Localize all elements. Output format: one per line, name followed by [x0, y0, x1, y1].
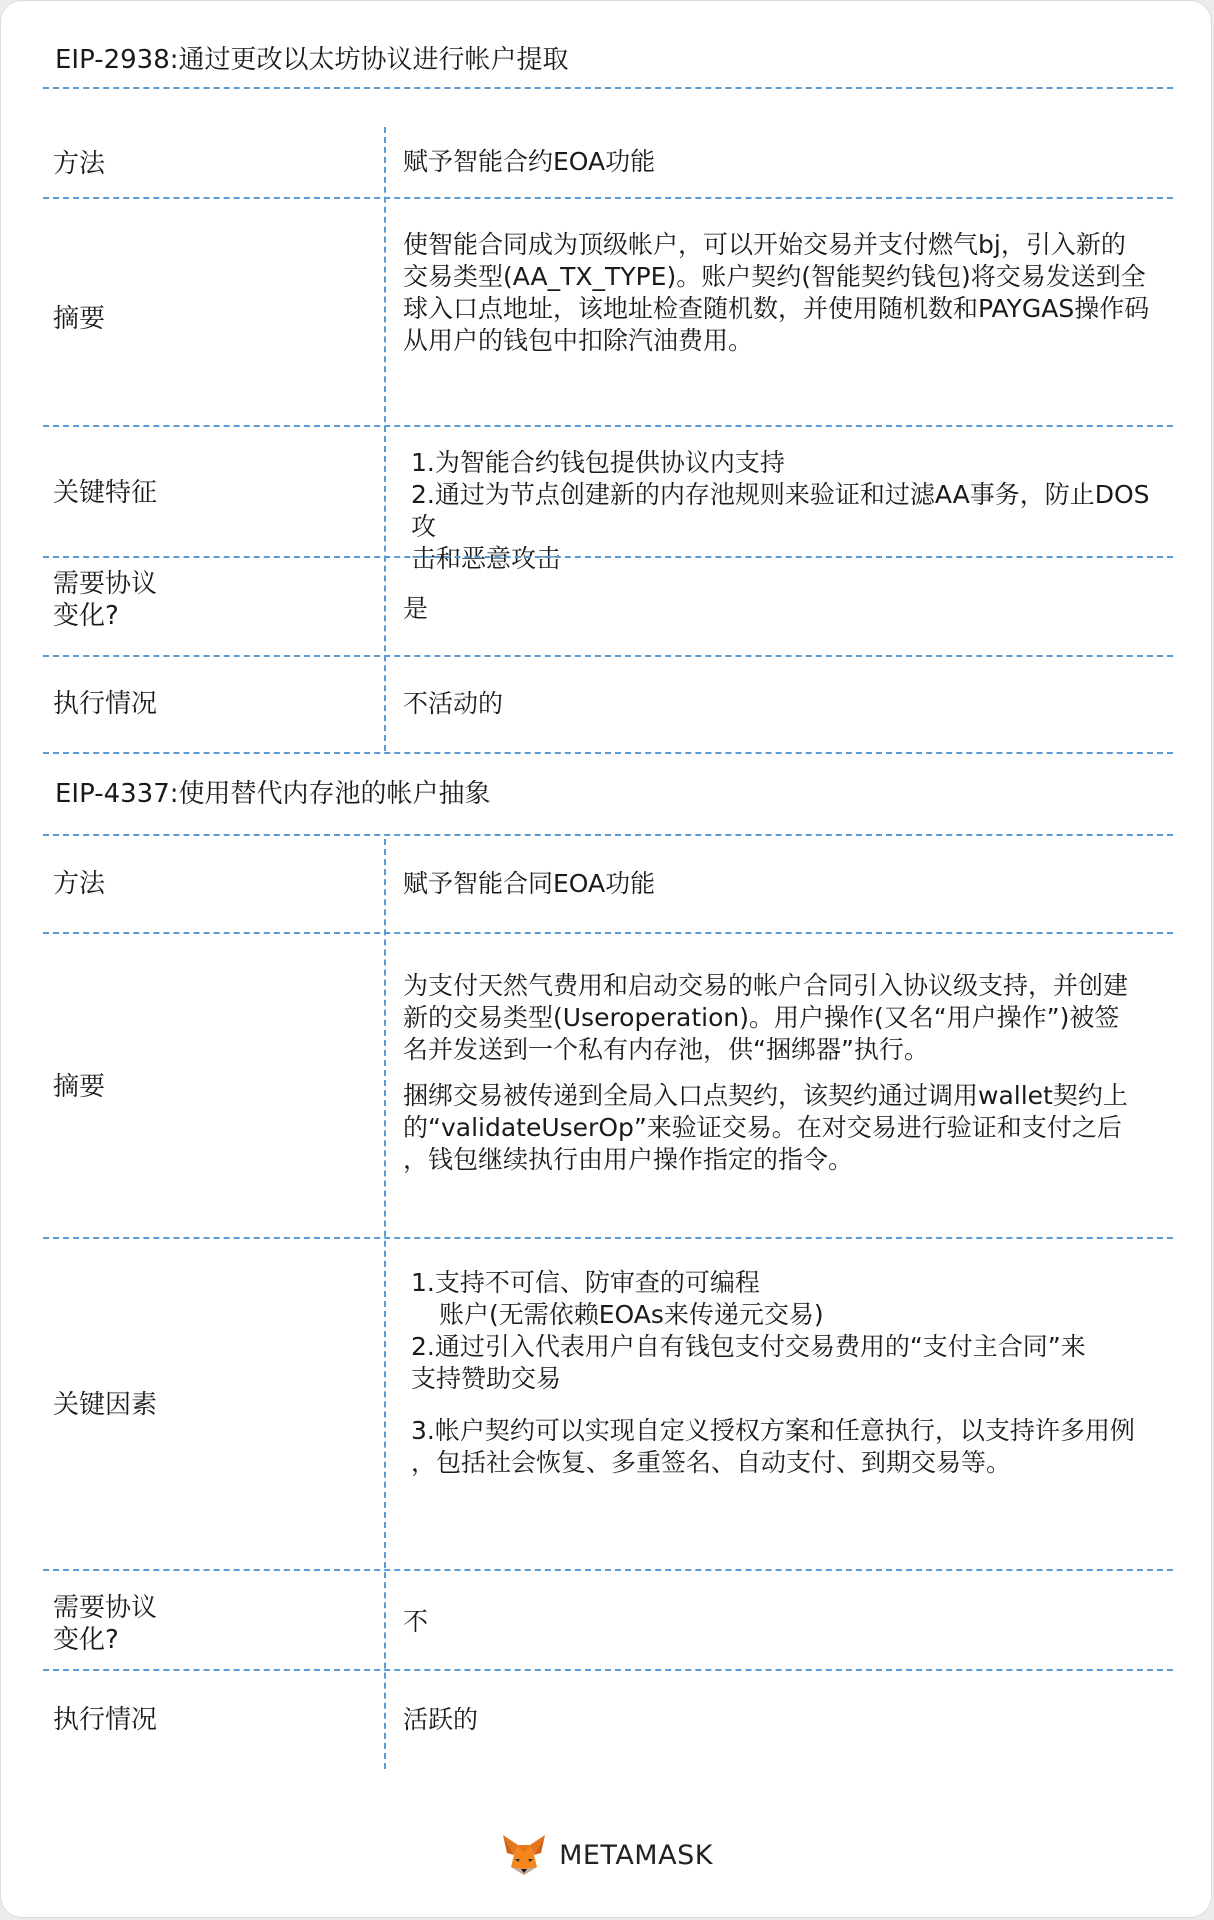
brand-name: METAMASK — [559, 1839, 713, 1871]
divider — [43, 834, 1173, 836]
eip4337-summary-label: 摘要 — [53, 1072, 106, 1102]
eip2938-protocol-label — [53, 568, 353, 632]
metamask-fox-icon — [501, 1833, 547, 1877]
summary-line: 从用户的钱包中扣除汽油费用。 — [403, 326, 754, 355]
eip2938-protocol-value: 是 — [403, 594, 429, 623]
eip4337-title: EIP-4337:使用替代内存池的帐户抽象 — [55, 779, 491, 809]
factor-item: 支持赞助交易 — [411, 1364, 562, 1393]
factor-item: 3.帐户契约可以实现自定义授权方案和任意执行，以支持许多用例 — [411, 1416, 1135, 1445]
summary-line: 名并发送到一个私有内存池，供“捆绑器”执行。 — [403, 1035, 929, 1064]
divider — [43, 1569, 1173, 1571]
feature-item: 2.通过为节点创建新的内存池规则来验证和过滤AA事务，防止DOS攻 — [411, 480, 1150, 541]
eip4337-protocol-value: 不 — [403, 1607, 429, 1636]
eip4337-method-value: 赋予智能合同EOA功能 — [403, 869, 656, 898]
eip2938-status-label: 执行情况 — [53, 689, 158, 719]
eip2938-title: EIP-2938:通过更改以太坊协议进行帐户提取 — [55, 45, 569, 75]
eip4337-status-value: 活跃的 — [403, 1705, 479, 1734]
feature-item: 击和恶意攻击 — [411, 544, 562, 573]
divider — [43, 1237, 1173, 1239]
divider — [43, 1669, 1173, 1671]
eip2938-features-label: 关键特征 — [53, 478, 158, 508]
eip4337-factors-label: 关键因素 — [53, 1390, 158, 1420]
eip4337-method-label: 方法 — [53, 869, 106, 899]
summary-line: ，钱包继续执行由用户操作指定的指令。 — [403, 1145, 854, 1174]
factor-item: ，包括社会恢复、多重签名、自动支付、到期交易等。 — [411, 1448, 1012, 1477]
eip4337-summary-value — [403, 970, 1153, 1176]
summary-line: 使智能合同成为顶级帐户，可以开始交易并支付燃气bj，引入新的 — [403, 230, 1126, 259]
summary-line: 新的交易类型(Useroperation)。用户操作(又名“用户操作”)被签 — [403, 1003, 1120, 1032]
protocol-label-line: 需要协议 — [53, 569, 158, 599]
eip4337-status-label: 执行情况 — [53, 1705, 158, 1735]
divider — [43, 752, 1173, 754]
summary-line: 捆绑交易被传递到全局入口点契约，该契约通过调用wallet契约上 — [403, 1081, 1128, 1110]
eip2938-method-value: 赋予智能合约EOA功能 — [403, 147, 656, 176]
summary-line: 的“validateUserOp”来验证交易。在对交易进行验证和支付之后 — [403, 1113, 1122, 1142]
divider — [43, 425, 1173, 427]
summary-line: 交易类型(AA_TX_TYPE)。账户契约(智能契约钱包)将交易发送到全 — [403, 262, 1146, 291]
eip2938-summary-value — [403, 229, 1153, 357]
factor-item: 2.通过引入代表用户自有钱包支付交易费用的“支付主合同”来 — [411, 1332, 1086, 1361]
eip4337-factors-list — [411, 1267, 1161, 1479]
column-divider — [384, 839, 386, 1769]
eip2938-status-value: 不活动的 — [403, 689, 504, 718]
divider — [43, 655, 1173, 657]
protocol-label-line: 变化? — [53, 601, 119, 631]
factor-item: 1.支持不可信、防审查的可编程 — [411, 1268, 760, 1297]
protocol-label-line: 变化? — [53, 1625, 119, 1655]
eip2938-summary-label: 摘要 — [53, 304, 106, 334]
summary-line: 球入口点地址，该地址检查随机数，并使用随机数和PAYGAS操作码 — [403, 294, 1150, 323]
divider — [43, 556, 1173, 558]
feature-item: 1.为智能合约钱包提供协议内支持 — [411, 448, 785, 477]
eip4337-protocol-label — [53, 1592, 353, 1656]
column-divider — [384, 127, 386, 751]
factor-item: 账户(无需依赖EOAs来传递元交易) — [439, 1300, 824, 1329]
divider — [43, 197, 1173, 199]
protocol-label-line: 需要协议 — [53, 1593, 158, 1623]
divider — [43, 932, 1173, 934]
summary-line: 为支付天然气费用和启动交易的帐户合同引入协议级支持，并创建 — [403, 971, 1129, 1000]
divider — [43, 87, 1173, 89]
footer — [1, 1827, 1213, 1883]
eip2938-method-label: 方法 — [53, 149, 106, 179]
